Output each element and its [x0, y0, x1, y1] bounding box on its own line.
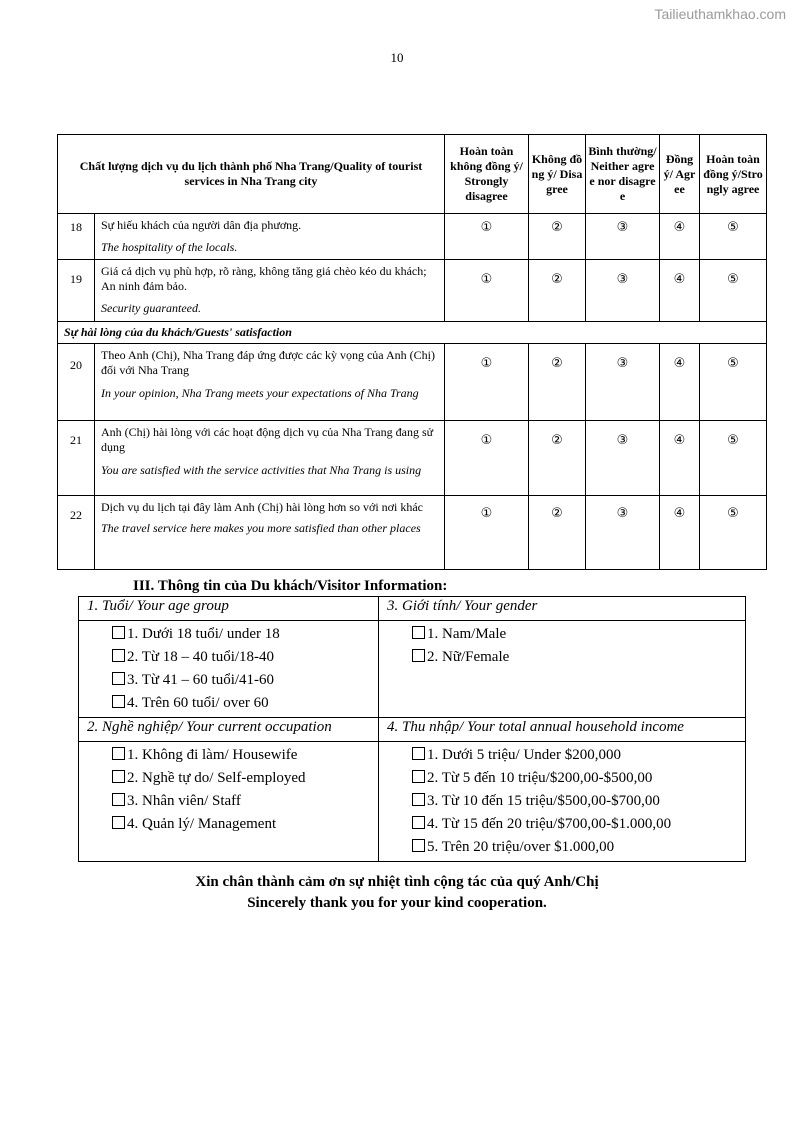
checkbox-icon[interactable] [412, 793, 425, 806]
option-3[interactable]: ③ [586, 344, 660, 421]
income-option[interactable] [412, 790, 745, 813]
option-2[interactable]: ② [529, 421, 586, 496]
option-1[interactable]: ① [445, 344, 529, 421]
occupation-options [79, 742, 379, 862]
question-vi: Anh (Chị) hài lòng với các hoạt động dịch vụ của Nha Trang đang sử dụng [101, 425, 434, 454]
question-en: The hospitality of the locals. [101, 240, 238, 254]
header-strongly-agree: Hoàn toàn đồng ý/Strongly agree [700, 135, 767, 214]
option-1[interactable]: ① [445, 260, 529, 322]
income-option-label: 3. Từ 10 đến 15 triệu/$500,00-$700,00 [427, 793, 660, 809]
question-vi: Giá cả dịch vụ phù hợp, rõ ràng, không tăng giá chèo kéo du khách; An ninh đảm bảo. [101, 264, 427, 293]
occupation-option[interactable] [112, 813, 378, 836]
option-4[interactable]: ④ [660, 496, 700, 570]
age-option[interactable] [112, 623, 378, 646]
question-row [58, 421, 767, 496]
question-en: Security guaranteed. [101, 301, 201, 315]
option-2[interactable]: ② [529, 496, 586, 570]
checkbox-icon[interactable] [412, 649, 425, 662]
header-agree: Đồng ý/ Agree [660, 135, 700, 214]
question-text [95, 496, 445, 570]
age-option-label: 2. Từ 18 – 40 tuổi/18-40 [127, 649, 275, 665]
option-2[interactable]: ② [529, 260, 586, 322]
question-text [95, 421, 445, 496]
section-row [58, 322, 767, 344]
option-1[interactable]: ① [445, 214, 529, 260]
option-2[interactable]: ② [529, 344, 586, 421]
checkbox-icon[interactable] [112, 626, 125, 639]
income-option[interactable] [412, 813, 745, 836]
thank-you-en: Sincerely thank you for your kind cooperation. [247, 895, 547, 911]
income-option-label: 5. Trên 20 triệu/over $1.000,00 [427, 839, 615, 855]
header-strongly-disagree: Hoàn toàn không đồng ý/ Strongly disagree [445, 135, 529, 214]
income-label: 4. Thu nhập/ Your total annual household income [379, 718, 746, 742]
section-satisfaction: Sự hài lòng của du khách/Guests' satisfaction [58, 322, 767, 344]
question-row [58, 496, 767, 570]
option-1[interactable]: ① [445, 421, 529, 496]
age-option-label: 3. Từ 41 – 60 tuổi/41-60 [127, 672, 275, 688]
question-en: The travel service here makes you more satisfied than other places [101, 521, 421, 535]
income-options [379, 742, 746, 862]
age-option[interactable] [112, 669, 378, 692]
gender-option-label: 1. Nam/Male [427, 626, 507, 642]
option-4[interactable]: ④ [660, 344, 700, 421]
age-options [79, 621, 379, 718]
occupation-option-label: 2. Nghề tự do/ Self-employed [127, 770, 306, 786]
header-neutral: Bình thường/Neither agree nor disagree [586, 135, 660, 214]
income-option-label: 1. Dưới 5 triệu/ Under $200,000 [427, 747, 621, 763]
question-vi: Dịch vụ du lịch tại đây làm Anh (Chị) hài lòng hơn so với nơi khác [101, 500, 423, 514]
age-option-label: 1. Dưới 18 tuổi/ under 18 [127, 626, 280, 642]
option-5[interactable]: ⑤ [700, 496, 767, 570]
checkbox-icon[interactable] [412, 626, 425, 639]
question-number: 18 [58, 214, 95, 260]
checkbox-icon[interactable] [112, 649, 125, 662]
checkbox-icon[interactable] [112, 672, 125, 685]
age-label: 1. Tuổi/ Your age group [79, 597, 379, 621]
option-4[interactable]: ④ [660, 421, 700, 496]
question-row [58, 214, 767, 260]
occupation-option[interactable] [112, 790, 378, 813]
option-3[interactable]: ③ [586, 260, 660, 322]
question-vi: Sự hiếu khách của người dân địa phương. [101, 218, 302, 232]
question-text [95, 214, 445, 260]
occupation-option[interactable] [112, 767, 378, 790]
watermark: Tailieuthamkhao.com [654, 6, 786, 22]
option-5[interactable]: ⑤ [700, 344, 767, 421]
checkbox-icon[interactable] [112, 695, 125, 708]
occupation-option[interactable] [112, 744, 378, 767]
occupation-option-label: 1. Không đi làm/ Housewife [127, 747, 298, 763]
occupation-label: 2. Nghề nghiệp/ Your current occupation [79, 718, 379, 742]
checkbox-icon[interactable] [412, 816, 425, 829]
option-2[interactable]: ② [529, 214, 586, 260]
question-row [58, 344, 767, 421]
income-option[interactable] [412, 744, 745, 767]
gender-label: 3. Giới tính/ Your gender [379, 597, 746, 621]
checkbox-icon[interactable] [112, 793, 125, 806]
question-number: 20 [58, 344, 95, 421]
option-1[interactable]: ① [445, 496, 529, 570]
checkbox-icon[interactable] [412, 770, 425, 783]
question-vi: Theo Anh (Chị), Nha Trang đáp ứng được các kỳ vọng của Anh (Chị) đối với Nha Trang [101, 348, 435, 377]
question-en: You are satisfied with the service activities that Nha Trang is using [101, 463, 422, 477]
header-disagree: Không đồng ý/ Disagree [529, 135, 586, 214]
thank-you-note [0, 872, 794, 914]
income-option[interactable] [412, 767, 745, 790]
gender-option[interactable] [412, 646, 745, 669]
question-number: 21 [58, 421, 95, 496]
survey-header-row [58, 135, 767, 214]
checkbox-icon[interactable] [112, 816, 125, 829]
question-text [95, 260, 445, 322]
occupation-option-label: 3. Nhân viên/ Staff [127, 793, 241, 809]
option-3[interactable]: ③ [586, 496, 660, 570]
question-number: 19 [58, 260, 95, 322]
age-option[interactable] [112, 692, 378, 715]
checkbox-icon[interactable] [112, 747, 125, 760]
income-option[interactable] [412, 836, 745, 859]
visitor-info-heading: III. Thông tin của Du khách/Visitor Information: [133, 578, 448, 594]
checkbox-icon[interactable] [412, 747, 425, 760]
checkbox-icon[interactable] [412, 839, 425, 852]
option-4[interactable]: ④ [660, 260, 700, 322]
survey-header-title: Chất lượng dịch vụ du lịch thành phố Nha Trang/Quality of tourist services in Nha Trang city [58, 135, 445, 214]
option-3[interactable]: ③ [586, 214, 660, 260]
gender-option[interactable] [412, 623, 745, 646]
age-option-label: 4. Trên 60 tuổi/ over 60 [127, 695, 269, 711]
question-row [58, 260, 767, 322]
gender-options [379, 621, 746, 718]
visitor-info-table [78, 596, 746, 862]
option-5[interactable]: ⑤ [700, 421, 767, 496]
question-en: In your opinion, Nha Trang meets your expectations of Nha Trang [101, 386, 419, 400]
occupation-option-label: 4. Quản lý/ Management [127, 816, 277, 832]
income-option-label: 4. Từ 15 đến 20 triệu/$700,00-$1.000,00 [427, 816, 672, 832]
option-5[interactable]: ⑤ [700, 260, 767, 322]
option-4[interactable]: ④ [660, 214, 700, 260]
income-option-label: 2. Từ 5 đến 10 triệu/$200,00-$500,00 [427, 770, 653, 786]
question-number: 22 [58, 496, 95, 570]
thank-you-vi: Xin chân thành cảm ơn sự nhiệt tình cộng tác của quý Anh/Chị [195, 874, 599, 890]
option-5[interactable]: ⑤ [700, 214, 767, 260]
page-number: 10 [390, 50, 404, 65]
gender-option-label: 2. Nữ/Female [427, 649, 510, 665]
question-text [95, 344, 445, 421]
age-option[interactable] [112, 646, 378, 669]
checkbox-icon[interactable] [112, 770, 125, 783]
survey-table [57, 134, 767, 570]
option-3[interactable]: ③ [586, 421, 660, 496]
